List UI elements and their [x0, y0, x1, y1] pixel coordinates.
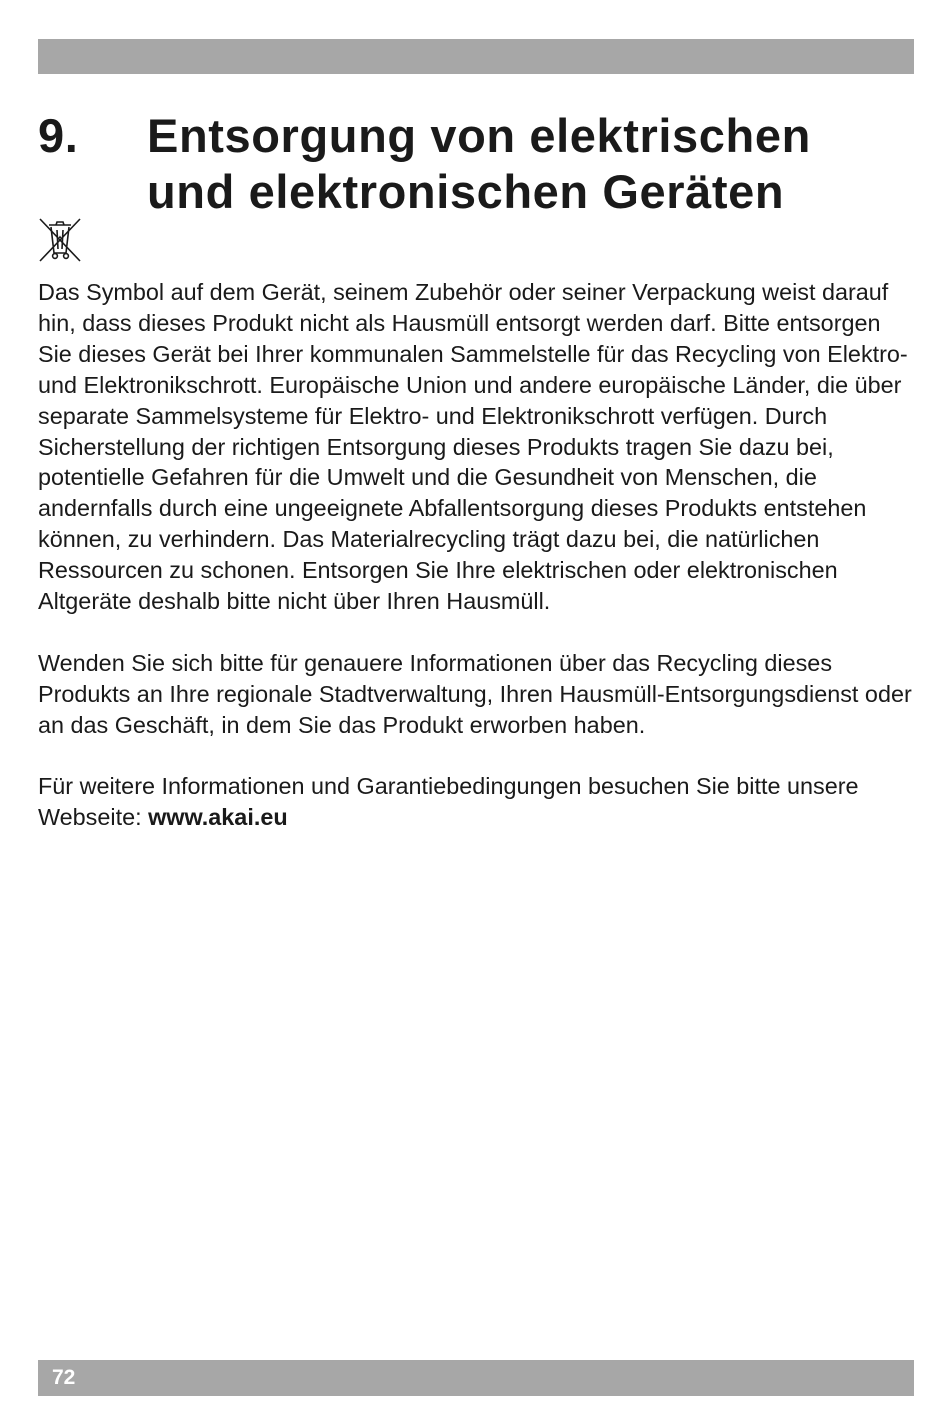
- section-title-line2: und elektronischen Geräten: [147, 165, 785, 218]
- section-title: [147, 108, 917, 220]
- crossed-out-wheelie-bin-icon: [36, 214, 84, 264]
- header-bar: [38, 39, 914, 74]
- paragraph-recycling-contact: Wenden Sie sich bitte für genauere Informationen über das Recycling dieses Produkts an Ihre regionale Stadtverwaltung, Ihren Hausmüll-Entsorgungsdienst oder an das Geschäft, in dem Sie das Produkt erworben haben.: [38, 649, 912, 738]
- section-number: 9.: [38, 109, 79, 162]
- website-link[interactable]: www.akai.eu: [148, 804, 288, 831]
- page-number: 72: [52, 1366, 76, 1389]
- paragraph-disposal-info: Das Symbol auf dem Gerät, seinem Zubehör oder seiner Verpackung weist darauf hin, dass dieses Produkt nicht als Hausmüll entsorgt werden darf. Bitte entsorgen Sie dieses Gerät bei Ihrer kommunalen Sammelstelle für das Recycling von Elektro- und Elektronikschrott. Europäische Union und andere europäische Länder, die über separate Sammelsysteme für Elektro- und Elektronikschrott verfügen. Durch Sicherstellung der richtigen Entsorgung dieses Produkts tragen Sie dazu bei, potentielle Gefahren für die Umwelt und die Gesundheit von Menschen, die andernfalls durch eine ungeeignete Abfallentsorgung dieses Produkts entstehen können, zu verhindern. Das Materialrecycling trägt dazu bei, die natürlichen Ressourcen zu schonen. Entsorgen Sie Ihre elektrischen oder elektronischen Altgeräte deshalb bitte nicht über Ihren Hausmüll.: [38, 279, 908, 615]
- body-text: [38, 277, 918, 833]
- footer-bar: [38, 1360, 914, 1396]
- warranty-text: Für weitere Informationen und Garantiebedingungen besuchen Sie bitte unsere Webseite:: [38, 773, 859, 831]
- section-title-line1: Entsorgung von elektrischen: [147, 109, 811, 162]
- paragraph-warranty-info: [38, 771, 918, 833]
